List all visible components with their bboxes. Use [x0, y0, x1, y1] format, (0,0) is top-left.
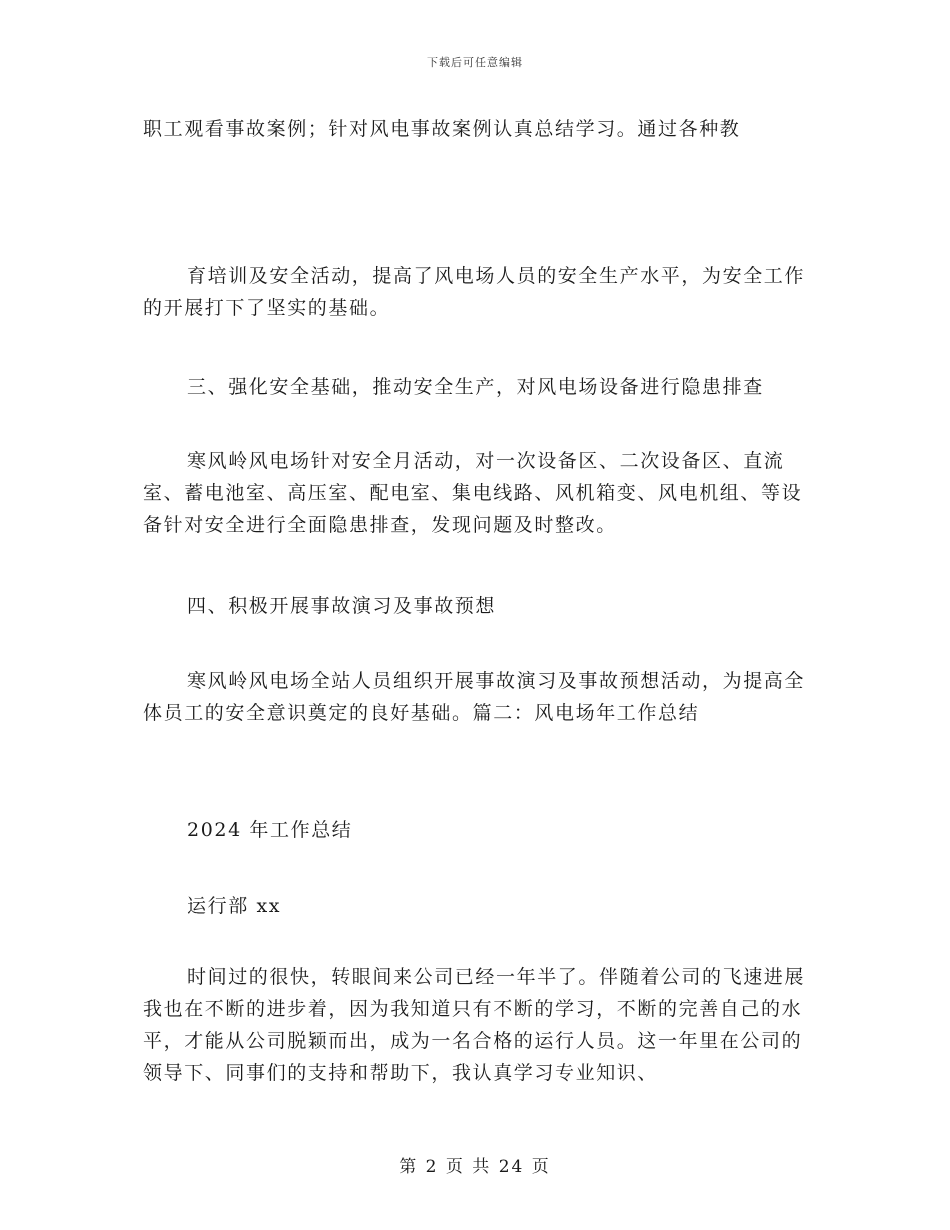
- paragraph-4: 寒风岭风电场针对安全月活动，对一次设备区、二次设备区、直流室、蓄电池室、高压室、配电室、集电线路、风机箱变、风电机组、等设备针对安全进行全面隐患排查，发现问题及时整改。: [143, 450, 803, 536]
- paragraph-9: 时间过的很快，转眼间来公司已经一年半了。伴随着公司的飞速进展我也在不断的进步着，因为我知道只有不断的学习，不断的完善自己的水平，才能从公司脱颖而出，成为一名合格的运行人员。这一年里在公司的领导下、同事们的支持和帮助下，我认真学习专业知识、: [143, 966, 806, 1084]
- author-line: 运行部 xx: [187, 895, 282, 917]
- section-heading-4: 四、积极开展事故演习及事故预想: [187, 595, 497, 617]
- page-number: 第 2 页 共 24 页: [399, 1157, 551, 1177]
- paragraph-1: 职工观看事故案例；针对风电事故案例认真总结学习。通过各种教: [143, 118, 741, 140]
- section-heading-3: 三、强化安全基础，推动安全生产，对风电场设备进行隐患排查: [187, 376, 764, 398]
- page-header-note: 下载后可任意编辑: [427, 56, 523, 69]
- paragraph-2: 育培训及安全活动，提高了风电场人员的安全生产水平，为安全工作的开展打下了坚实的基础。: [143, 265, 806, 319]
- summary-title: 2024 年工作总结: [187, 819, 353, 841]
- paragraph-6: 寒风岭风电场全站人员组织开展事故演习及事故预想活动，为提高全体员工的安全意识奠定的良好基础。篇二：风电场年工作总结: [143, 670, 806, 724]
